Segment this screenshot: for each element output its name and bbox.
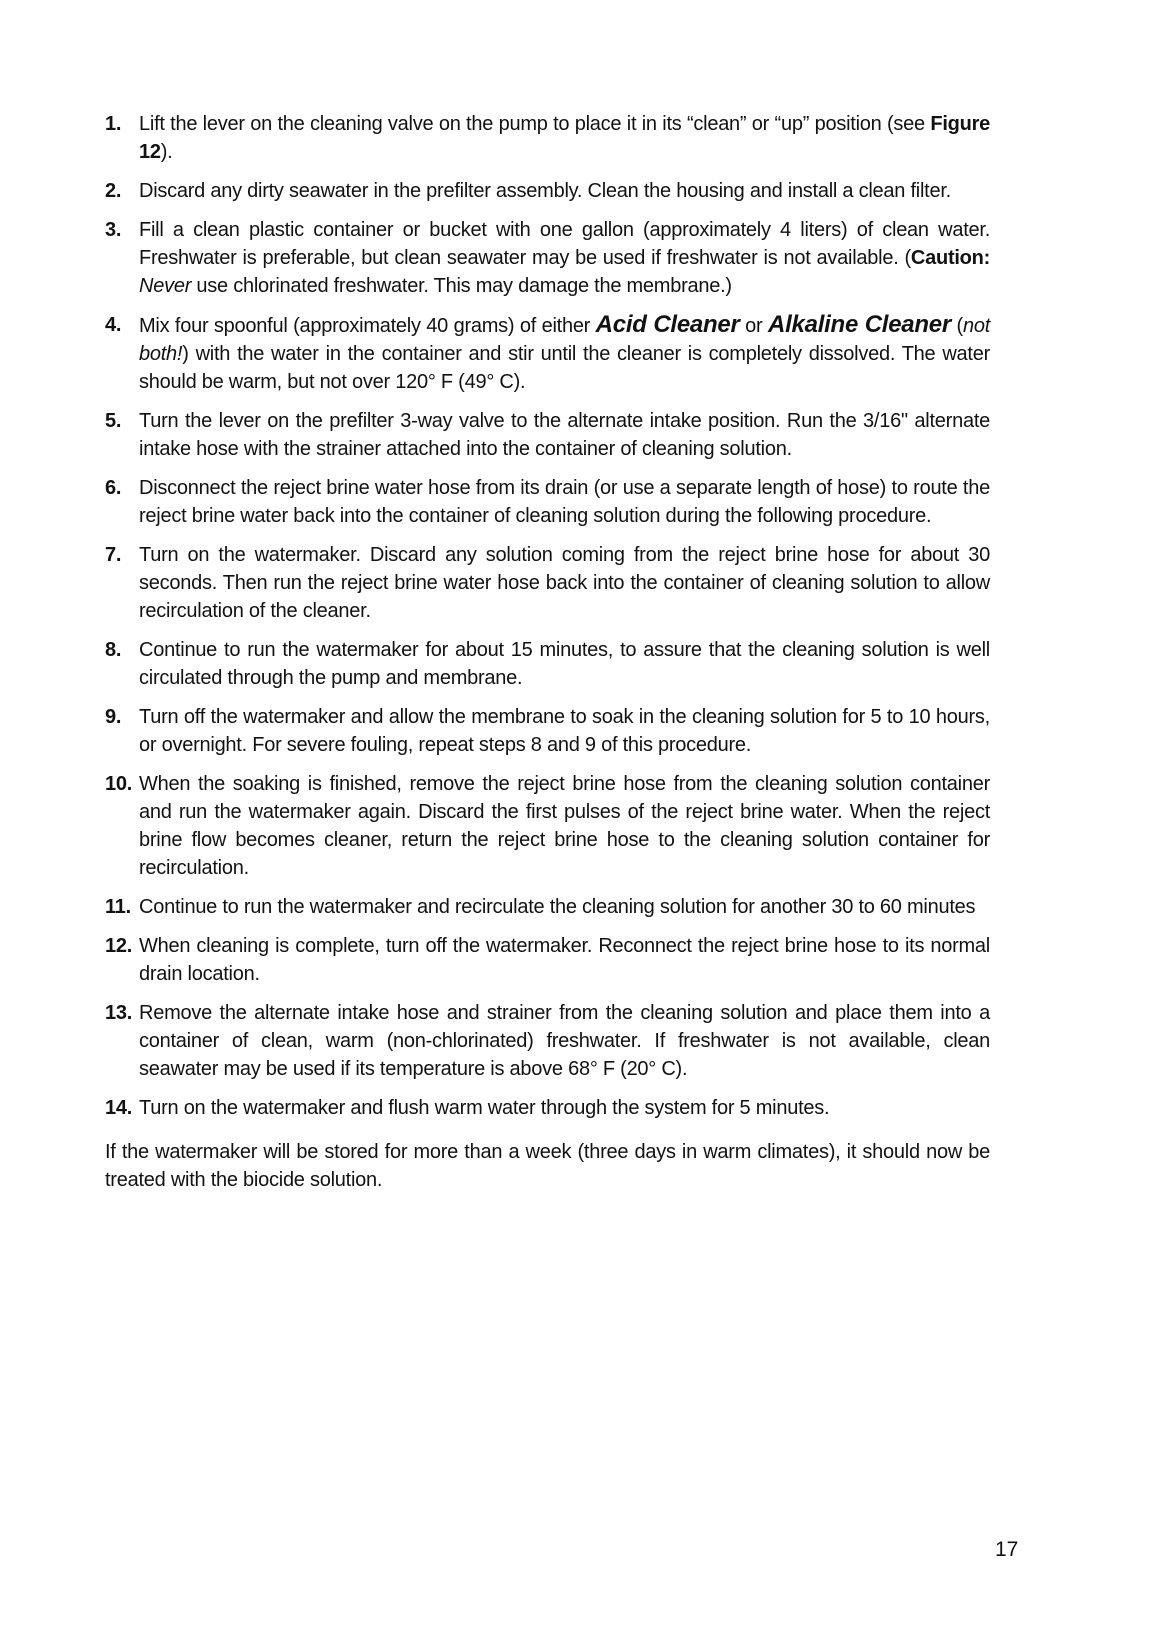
item-text xyxy=(139,177,990,205)
page-content xyxy=(105,110,996,1194)
text-segment: ) with the water in the container and stir until the cleaner is completely dissolved. The water should be warm, but not over 120° F (49° C). xyxy=(139,343,996,393)
text-segment: When cleaning is complete, turn off the watermaker. Reconnect the reject brine hose to its normal drain location. xyxy=(139,935,996,985)
item-number: 8. xyxy=(105,639,122,661)
list-item xyxy=(105,703,996,759)
text-segment: or xyxy=(739,315,768,337)
list-item xyxy=(105,1094,990,1122)
item-number: 5. xyxy=(105,410,122,432)
item-number: 13. xyxy=(105,1002,133,1024)
text-segment: Turn off the watermaker and allow the membrane to soak in the cleaning solution for 5 to 10 hours, or overnight. For severe fouling, repeat steps 8 and 9 of this procedure. xyxy=(139,706,996,756)
item-text xyxy=(139,407,996,463)
item-number: 2. xyxy=(105,180,122,202)
text-segment: Continue to run the watermaker and recirculate the cleaning solution for another 30 to 60 minutes xyxy=(139,896,976,918)
list-item xyxy=(105,636,996,692)
procedure-list xyxy=(105,110,996,1122)
bold-text-segment: Figure 12 xyxy=(139,113,996,163)
item-text xyxy=(139,311,996,396)
list-item xyxy=(105,407,996,463)
item-text xyxy=(139,110,996,166)
text-segment: Disconnect the reject brine water hose from its drain (or use a separate length of hose) to route the reject brine water back into the container of cleaning solution during the following procedure. xyxy=(139,477,996,527)
list-item xyxy=(105,893,990,921)
text-segment: ). xyxy=(160,141,173,163)
list-item xyxy=(105,110,996,166)
text-segment: Turn on the watermaker. Discard any solution coming from the reject brine hose for about 30 seconds. Then run the reject brine water hose back into the container of cleaning solution to allow recirculation of the cleaner. xyxy=(139,544,996,622)
item-text xyxy=(139,636,996,692)
item-number: 9. xyxy=(105,706,122,728)
text-segment: When the soaking is finished, remove the reject brine hose from the cleaning solution container and run the watermaker again. Discard the first pulses of the reject brine water. When the reject brine flow becomes cleaner, return the reject brine hose to the cleaning solution container for recirculation. xyxy=(139,773,996,879)
text-segment: ( xyxy=(951,315,963,337)
item-number: 6. xyxy=(105,477,122,499)
text-segment xyxy=(990,247,995,269)
item-number: 12. xyxy=(105,935,133,957)
item-text xyxy=(139,703,996,759)
page-number: 17 xyxy=(995,1538,1019,1561)
closing-paragraph: If the watermaker will be stored for more than a week (three days in warm climates), it should now be treated with the biocide solution. xyxy=(105,1141,990,1191)
item-number: 4. xyxy=(105,314,122,336)
item-text xyxy=(139,541,996,625)
list-item xyxy=(105,216,996,300)
text-segment: Mix four spoonful (approximately 40 grams) of either xyxy=(139,315,596,337)
text-segment: Turn on the watermaker and flush warm water through the system for 5 minutes. xyxy=(139,1097,830,1119)
text-segment: use chlorinated freshwater. This may damage the membrane.) xyxy=(191,275,732,297)
item-number: 7. xyxy=(105,544,122,566)
list-item xyxy=(105,770,996,882)
list-item xyxy=(105,311,996,396)
item-text xyxy=(139,893,990,921)
list-item xyxy=(105,541,996,625)
item-text xyxy=(139,1094,990,1122)
list-item xyxy=(105,999,996,1083)
item-number: 1. xyxy=(105,113,122,135)
italic-text-segment: Never xyxy=(139,275,192,297)
list-item xyxy=(105,932,996,988)
item-number: 10. xyxy=(105,773,133,795)
text-segment: Lift the lever on the cleaning valve on the pump to place it in its “clean” or “up” position (see xyxy=(139,113,931,135)
product-text-segment: Acid Cleaner xyxy=(595,311,740,338)
item-text xyxy=(139,216,996,300)
item-text xyxy=(139,932,996,988)
list-item xyxy=(105,474,996,530)
text-segment: Continue to run the watermaker for about 15 minutes, to assure that the cleaning solution is well circulated through the pump and membrane. xyxy=(139,639,996,689)
italic-text-segment: not both! xyxy=(139,315,996,365)
text-segment: Fill a clean plastic container or bucket with one gallon (approximately 4 liters) of clean water. Freshwater is preferable, but clean seawater may be used if freshwater is not available. ( xyxy=(139,219,996,269)
item-number: 3. xyxy=(105,219,122,241)
bold-text-segment: Caution: xyxy=(910,247,990,269)
item-text xyxy=(139,999,996,1083)
list-item xyxy=(105,177,990,205)
text-segment: Turn the lever on the prefilter 3-way valve to the alternate intake position. Run the 3/16" alternate intake hose with the strainer attached into the container of cleaning solution. xyxy=(139,410,996,460)
item-text xyxy=(139,474,996,530)
item-number: 11. xyxy=(105,896,131,918)
item-text xyxy=(139,770,996,882)
product-text-segment: Alkaline Cleaner xyxy=(768,311,951,338)
text-segment: Discard any dirty seawater in the prefilter assembly. Clean the housing and install a clean filter. xyxy=(139,180,951,202)
item-number: 14. xyxy=(105,1097,133,1119)
text-segment: Remove the alternate intake hose and strainer from the cleaning solution and place them into a container of clean, warm (non-chlorinated) freshwater. If freshwater is not available, clean seawater may be used if its temperature is above 68° F (20° C). xyxy=(139,1002,996,1080)
